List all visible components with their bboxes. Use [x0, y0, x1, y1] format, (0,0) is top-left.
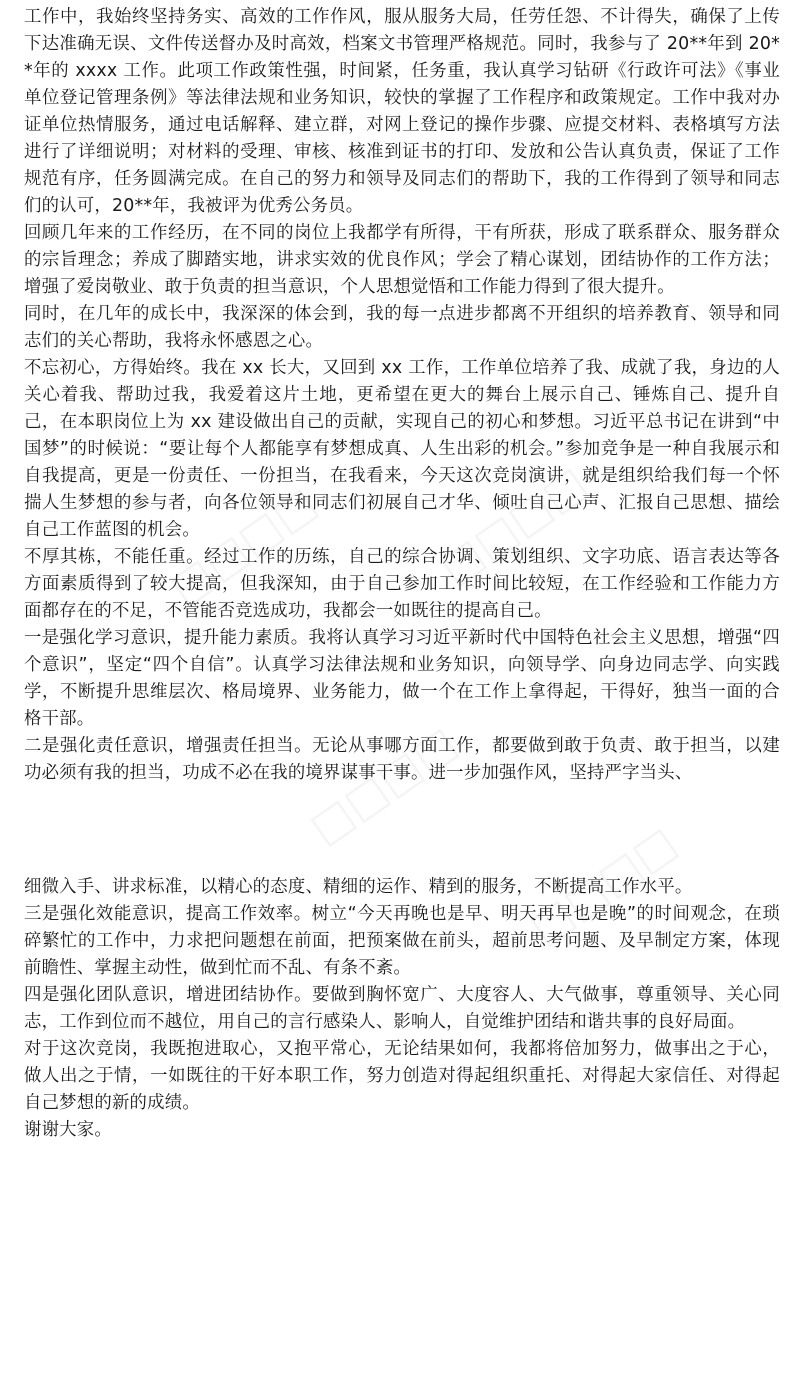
paragraph-work-summary: 工作中，我始终坚持务实、高效的工作作风，服从服务大局，任劳任怨、不计得失，确保了上传下达准确无误、文件传送督办及时高效，档案文书管理严格规范。同时，我参与了 20**年到 20**年的 xxxx 工作。此项工作政策性强，时间紧，任务重，我认真学习钻研《行政许可法》《事业单位登记管理条例》等法律法规和业务知识，较快的掌握了工作程序和政策规定。工作中我对办证单位热情服务，通过电话解释、建立群，对网上登记的操作步骤、应提交材料、表格填写方法进行了详细说明；对材料的受理、审核、核准到证书的打印、发放和公告认真负责，保证了工作规范有序，任务圆满完成。在自己的努力和领导及同志们的帮助下，我的工作得到了领导和同志们的认可，20**年，我被评为优秀公务员。	[24, 7, 780, 216]
paragraph-point-one: 一是强化学习意识，提升能力素质。我将认真学习习近平新时代中国特色社会主义思想，增强“四个意识”，坚定“四个自信”。认真学习法律法规和业务知识，向领导学、向身边同志学、向实践学，不断提升思维层次、格局境界、业务能力，做一个在工作上拿得起，干得好，独当一面的合格干部。	[24, 628, 780, 729]
paragraph-review: 回顾几年来的工作经历，在不同的岗位上我都学有所得，干有所获，形成了联系群众、服务群众的宗旨理念；养成了脚踏实地，讲求实效的优良作风；学会了精心谋划，团结协作的工作方法；增强了爱岗敬业、敢于负责的担当意识，个人思想觉悟和工作能力得到了很大提升。	[24, 223, 780, 297]
paragraph-point-two-continued: 细微入手、讲求标准，以精心的态度、精细的运作、精到的服务，不断提高工作水平。	[24, 877, 693, 897]
paragraph-gratitude: 同时，在几年的成长中，我深深的体会到，我的每一点进步都离不开组织的培养教育、领导和同志们的关心帮助，我将永怀感恩之心。	[24, 304, 780, 351]
paragraph-thanks: 谢谢大家。	[24, 1120, 112, 1140]
paragraph-conclusion: 对于这次竞岗，我既抱进取心，又抱平常心，无论结果如何，我都将倍加努力，做事出之于心，做人出之于情，一如既往的干好本职工作，努力创造对得起组织重托、对得起大家信任、对得起自己梦想的新的成绩。	[24, 1039, 780, 1113]
page-section-top	[24, 4, 780, 787]
paragraph-point-two: 二是强化责任意识，增强责任担当。无论从事哪方面工作，都要做到敢于负责、敢于担当，以建功必须有我的担当，功成不必在我的境界谋事干事。进一步加强作风，坚持严字当头、	[24, 736, 780, 783]
page-section-bottom	[24, 874, 780, 1144]
paragraph-point-four: 四是强化团队意识，增进团结协作。要做到胸怀宽广、大度容人、大气做事，尊重领导、关心同志，工作到位而不越位，用自己的言行感染人、影响人，自觉维护团结和谐共事的良好局面。	[24, 985, 780, 1032]
paragraph-original-aspiration: 不忘初心，方得始终。我在 xx 长大，又回到 xx 工作，工作单位培养了我、成就了我，身边的人关心着我、帮助过我，我爱着这片土地，更希望在更大的舞台上展示自己、锤炼自己、提升自己，在本职岗位上为 xx 建设做出自己的贡献，实现自己的初心和梦想。习近平总书记在讲到“中国梦”的时候说：“要让每个人都能享有梦想成真、人生出彩的机会。”参加竞争是一种自我展示和自我提高，更是一份责任、一份担当，在我看来，今天这次竞岗演讲，就是组织给我们每一个怀揣人生梦想的参与者，向各位领导和同志们初展自己才华、倾吐自己心声、汇报自己思想、描绘自己工作蓝图的机会。	[24, 358, 780, 540]
paragraph-point-three: 三是强化效能意识，提高工作效率。树立“今天再晚也是早、明天再早也是晚”的时间观念，在琐碎繁忙的工作中，力求把问题想在前面，把预案做在前头，超前思考问题、及早制定方案，体现前瞻性、掌握主动性，做到忙而不乱、有条不紊。	[24, 904, 780, 978]
paragraph-self-improvement: 不厚其栋，不能任重。经过工作的历练，自己的综合协调、策划组织、文字功底、语言表达等各方面素质得到了较大提高，但我深知，由于自己参加工作时间比较短，在工作经验和工作能力方面都存在的不足，不管能否竞选成功，我都会一如既往的提高自己。	[24, 547, 780, 621]
